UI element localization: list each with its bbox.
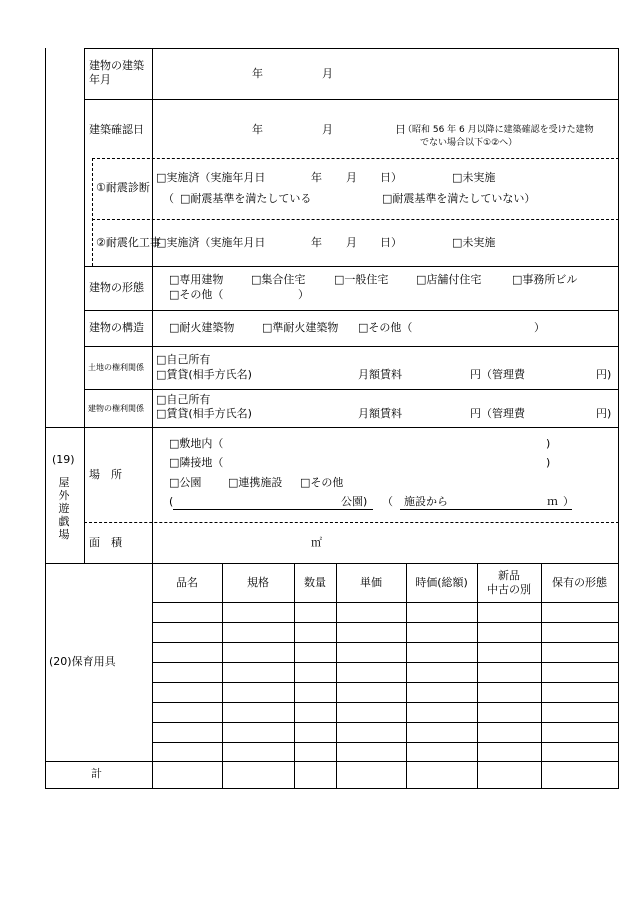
seismic-retrofit-not-done-checkbox[interactable]: □未実施 — [452, 236, 496, 249]
land-rights-own-checkbox[interactable]: □自己所有 — [156, 353, 211, 366]
border-right — [618, 48, 619, 788]
playground-area-label: 面 積 — [89, 536, 122, 549]
land-rights-yen-label: 円（管理費 — [470, 368, 525, 381]
structure-other-close: ） — [534, 321, 545, 334]
seismic-retrofit-month: 月 — [346, 236, 357, 249]
seismic-retrofit-done-checkbox[interactable]: □実施済（実施年月日 — [156, 236, 266, 249]
row-1 — [84, 99, 619, 100]
construction-date-label-line1: 建物の建築 — [89, 59, 144, 72]
border-left-outer — [45, 48, 46, 788]
equipment-header-quantity: 数量 — [304, 576, 326, 589]
col-divider-1 — [84, 48, 85, 563]
building-form-option-dedicated[interactable]: □専用建物 — [169, 273, 224, 286]
row-10 — [45, 563, 619, 564]
building-rights-own-checkbox[interactable]: □自己所有 — [156, 393, 211, 406]
playground-park-checkbox[interactable]: □公園 — [169, 476, 202, 489]
playground-park-underline — [173, 509, 373, 510]
row-6 — [84, 346, 619, 347]
playground-distance-close: ） — [563, 495, 574, 508]
construction-month-field[interactable] — [268, 62, 320, 82]
seismic-retrofit-year: 年 — [311, 236, 322, 249]
playground-park-suffix: 公園) — [341, 495, 368, 508]
eq-row-2 — [152, 622, 619, 623]
construction-year-field[interactable] — [180, 62, 248, 82]
confirmation-date-field[interactable] — [180, 118, 390, 140]
playground-paren-open: ( — [169, 495, 174, 508]
playground-area-unit: ㎡ — [311, 536, 322, 549]
row-5 — [84, 310, 619, 311]
confirmation-note-line2: でない場合以下①②へ） — [420, 138, 518, 148]
playground-adjacent-close: ) — [546, 456, 551, 469]
building-form-option-house[interactable]: □一般住宅 — [334, 273, 389, 286]
construction-year-unit: 年 — [252, 67, 263, 80]
construction-month-unit: 月 — [322, 67, 333, 80]
col-divider-2 — [152, 48, 153, 788]
structure-option-semi-fireproof[interactable]: □準耐火建築物 — [262, 321, 339, 334]
row-4 — [84, 266, 619, 267]
equipment-label: (20)保育用具 — [49, 655, 116, 668]
building-form-other-close: ） — [298, 288, 309, 301]
building-form-option-apartment[interactable]: □集合住宅 — [251, 273, 306, 286]
playground-distance-label: 施設から — [404, 495, 448, 508]
row-total-top — [45, 761, 619, 762]
playground-distance-underline — [400, 509, 572, 510]
playground-adjacent-checkbox[interactable]: □隣接地（ — [169, 456, 224, 469]
building-form-option-other[interactable]: □その他（ — [169, 288, 224, 301]
eq-col-2 — [294, 563, 295, 788]
playground-partner-checkbox[interactable]: □連携施設 — [228, 476, 283, 489]
building-form-option-shop-house[interactable]: □店舗付住宅 — [416, 273, 482, 286]
playground-distance-unit: ｍ — [547, 495, 558, 508]
eq-col-3 — [336, 563, 337, 788]
playground-location-label: 場 所 — [89, 468, 122, 481]
seismic-diagnosis-year: 年 — [311, 171, 322, 184]
seismic-retrofit-label: ②耐震化工事 — [96, 236, 161, 249]
eq-row-7 — [152, 722, 619, 723]
eq-row-8 — [152, 742, 619, 743]
confirmation-month-unit: 月 — [322, 123, 333, 136]
equipment-header-new: 新品 — [498, 569, 520, 582]
eq-row-6 — [152, 702, 619, 703]
eq-col-4 — [406, 563, 407, 788]
playground-on-site-checkbox[interactable]: □敷地内（ — [169, 437, 224, 450]
playground-area-field[interactable] — [180, 530, 306, 554]
seismic-diagnosis-paren-open: （ — [163, 192, 174, 205]
playground-title: 屋 外 遊 戯 場 — [58, 476, 70, 541]
building-form-label: 建物の形態 — [89, 281, 144, 294]
building-rights-label: 建物の権利関係 — [88, 404, 144, 413]
equipment-header-used: 中古の別 — [487, 583, 531, 596]
row-top — [84, 48, 619, 49]
seismic-not-meets-checkbox[interactable]: □耐震基準を満たしていない） — [382, 192, 536, 205]
confirmation-year-unit: 年 — [252, 123, 263, 136]
confirmation-day-unit: 日 — [395, 123, 406, 136]
eq-row-1 — [152, 602, 619, 603]
building-form-option-office[interactable]: □事務所ビル — [512, 273, 578, 286]
seismic-diagnosis-day: 日） — [380, 171, 402, 184]
row-2-dashed — [92, 158, 619, 159]
building-structure-label: 建物の構造 — [89, 321, 144, 334]
seismic-diagnosis-not-done-checkbox[interactable]: □未実施 — [452, 171, 496, 184]
confirmation-note-line1: （昭和 56 年 6 月以降に建築確認を受けた建物 — [403, 125, 594, 135]
building-rights-yen-label: 円（管理費 — [470, 407, 525, 420]
building-rights-rent-label: 月額賃料 — [358, 407, 402, 420]
eq-col-6 — [541, 563, 542, 788]
confirmation-date-label: 建築確認日 — [89, 123, 144, 136]
eq-row-5 — [152, 682, 619, 683]
eq-row-3 — [152, 642, 619, 643]
building-rights-lease-checkbox[interactable]: □賃貸(相手方氏名) — [156, 407, 252, 420]
eq-col-1 — [222, 563, 223, 788]
eq-row-4 — [152, 662, 619, 663]
construction-date-label-line2: 年月 — [89, 73, 111, 86]
playground-distance-open: （ — [382, 495, 393, 508]
playground-number: (19) — [52, 453, 75, 466]
building-rights-yen-close: 円) — [596, 407, 612, 420]
seismic-diagnosis-done-checkbox[interactable]: □実施済（実施年月日 — [156, 171, 266, 184]
row-9-dashed — [84, 522, 619, 523]
row-3-dashed — [92, 219, 619, 220]
structure-option-other[interactable]: □その他（ — [358, 321, 413, 334]
land-rights-label: 土地の権利関係 — [88, 363, 144, 372]
structure-option-fireproof[interactable]: □耐火建築物 — [169, 321, 235, 334]
land-rights-lease-checkbox[interactable]: □賃貸(相手方氏名) — [156, 368, 252, 381]
seismic-diagnosis-label: ①耐震診断 — [96, 181, 150, 194]
land-rights-rent-label: 月額賃料 — [358, 368, 402, 381]
equipment-header-ownership: 保有の形態 — [552, 576, 607, 589]
equipment-header-spec: 規格 — [247, 576, 269, 589]
seismic-diagnosis-month: 月 — [346, 171, 357, 184]
row-8 — [45, 427, 619, 428]
playground-other-checkbox[interactable]: □その他 — [300, 476, 344, 489]
seismic-retrofit-day: 日） — [380, 236, 402, 249]
equipment-total-label: 計 — [91, 767, 102, 780]
equipment-header-market-value: 時価(総額) — [415, 576, 468, 589]
equipment-header-name: 品名 — [176, 576, 198, 589]
row-7 — [84, 389, 619, 390]
playground-on-site-close: ) — [546, 437, 551, 450]
seismic-meets-checkbox[interactable]: □耐震基準を満たしている — [180, 192, 312, 205]
equipment-header-unit-price: 単価 — [360, 576, 382, 589]
sub-rows-dashed-left — [92, 158, 93, 266]
row-bottom — [45, 788, 619, 789]
land-rights-yen-close: 円) — [596, 368, 612, 381]
